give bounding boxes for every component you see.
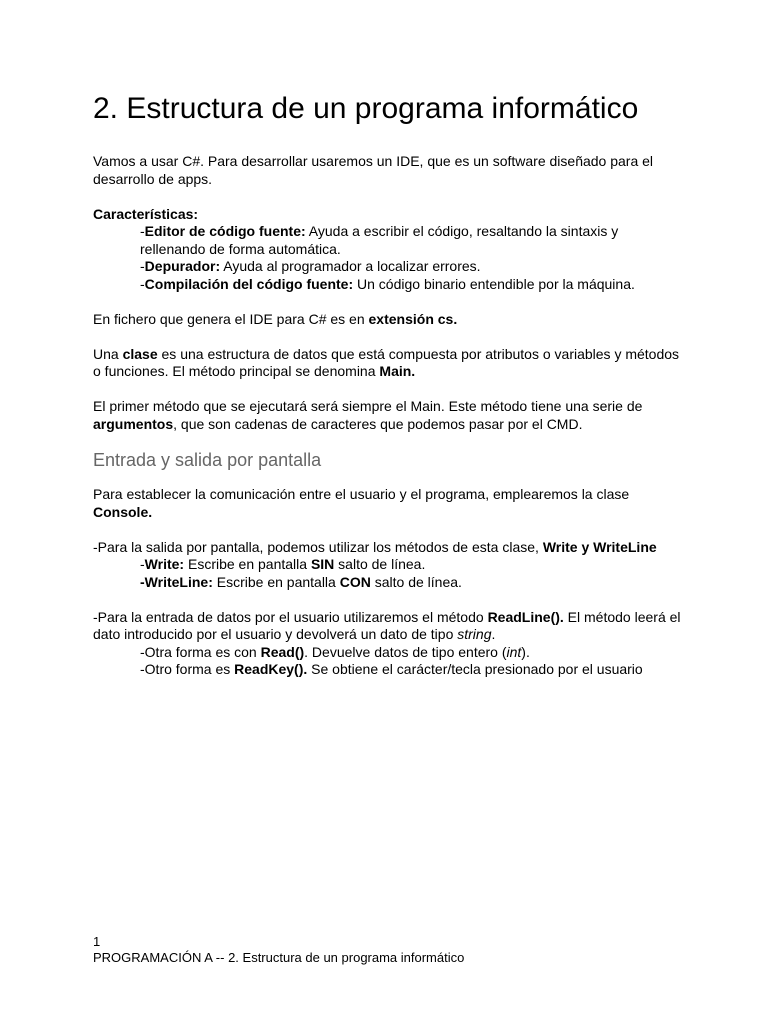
- page-title: 2. Estructura de un programa informático: [93, 92, 639, 125]
- console-paragraph: Para establecer la comunicación entre el usuario y el programa, emplearemos la clase Console.: [93, 486, 630, 520]
- output-paragraph: -Para la salida por pantalla, podemos utilizar los métodos de esta clase, Write y WriteLine: [93, 538, 657, 555]
- class-paragraph: Una clase es una estructura de datos que está compuesta por atributos o variables y métodos o funciones. El método principal se denomina Main.: [93, 345, 680, 379]
- intro-paragraph: Vamos a usar C#. Para desarrollar usaremos un IDE, que es un software diseñado para el desarrollo de apps.: [93, 153, 654, 187]
- feature-item-debugger: -Depurador: Ayuda al programador a localizar errores.: [140, 258, 481, 274]
- section-heading: Entrada y salida por pantalla: [93, 450, 322, 470]
- feature-item-compiler: -Compilación del código fuente: Un código binario entendible por la máquina.: [140, 275, 635, 292]
- output-item-write: -Write: Escribe en pantalla SIN salto de línea.: [140, 556, 426, 572]
- footer-text: PROGRAMACIÓN A -- 2. Estructura de un programa informático: [93, 950, 465, 965]
- page-number: 1: [93, 934, 101, 949]
- input-paragraph: -Para la entrada de datos por el usuario utilizaremos el método ReadLine(). El método leerá el dato introducido por el usuario y devolverá un dato de tipo string.: [93, 608, 681, 642]
- input-item-read: -Otra forma es con Read(). Devuelve datos de tipo entero (int).: [140, 643, 530, 660]
- input-item-readkey: -Otro forma es ReadKey(). Se obtiene el carácter/tecla presionado por el usuario: [140, 661, 643, 677]
- feature-item-editor: -Editor de código fuente: Ayuda a escribir el código, resaltando la sintaxis y rellenando de forma automática.: [140, 223, 619, 257]
- document-body: [93, 88, 683, 679]
- extension-paragraph: En fichero que genera el IDE para C# es en extensión cs.: [93, 310, 458, 327]
- page-footer: [93, 934, 693, 966]
- output-item-writeline: -WriteLine: Escribe en pantalla CON salto de línea.: [140, 573, 462, 590]
- main-paragraph: El primer método que se ejecutará será siempre el Main. Este método tiene una serie de argumentos, que son cadenas de caracteres que podemos pasar por el CMD.: [93, 398, 643, 432]
- features-heading: Características:: [93, 205, 199, 222]
